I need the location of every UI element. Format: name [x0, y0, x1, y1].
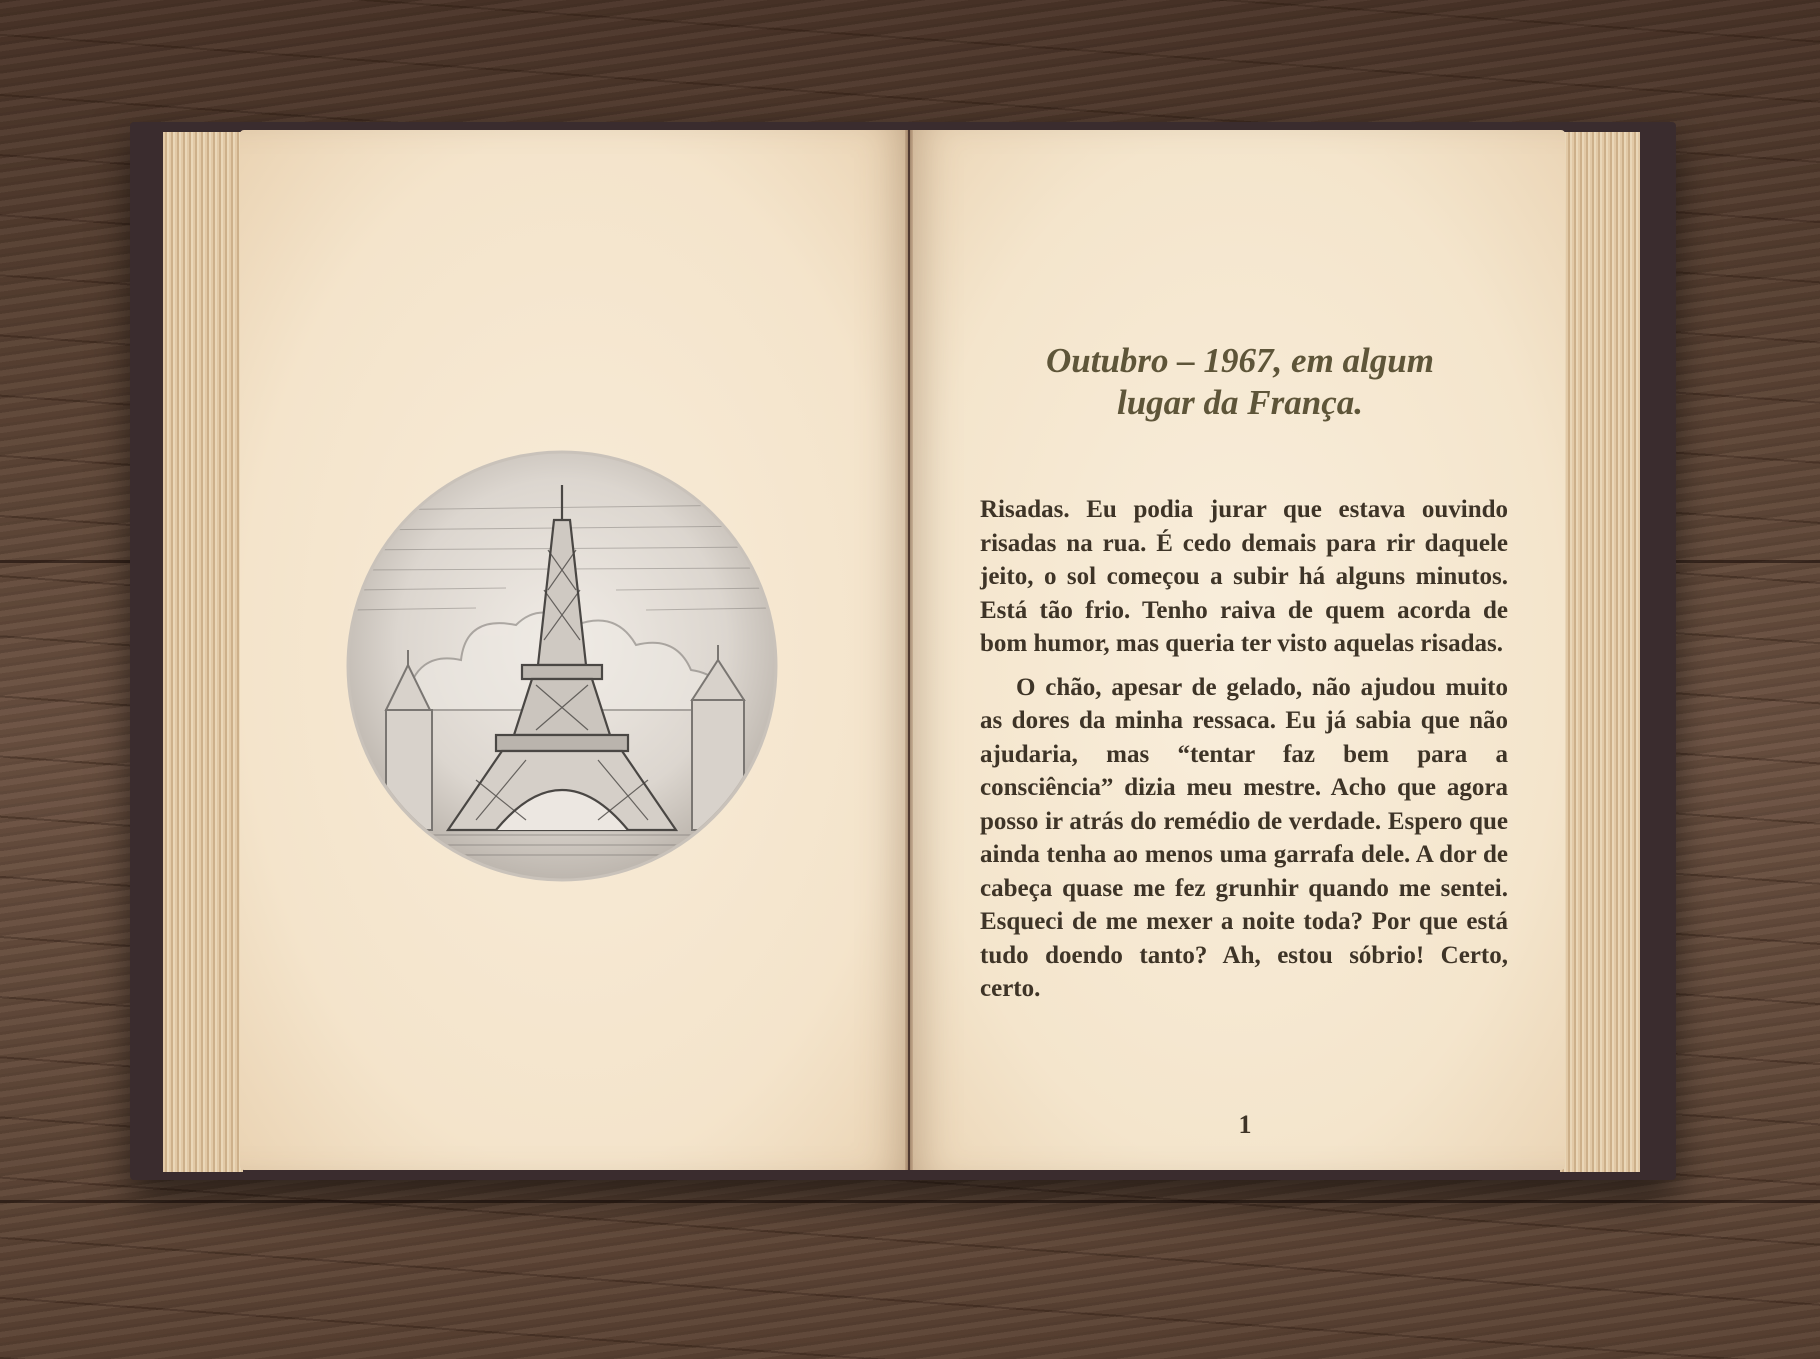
book-gutter — [905, 130, 913, 1170]
paragraph-2: O chão, apesar de gelado, não ajudou muito as dores da minha ressaca. Eu já sabia que não ajudaria, mas “tentar faz bem para a consciência” dizia meu mestre. Acho que agora posso ir atrás do remédio de verdade. Espero que ainda tenha ao menos uma garrafa dele. A dor de cabeça quase me fez grunhir quando me sentei. Esqueci de me mexer a noite toda? Por que está tudo doendo tanto? Ah, estou sóbrio! Certo, certo. — [980, 673, 1508, 1002]
body-text — [980, 493, 1508, 1016]
page-number: 1 — [1238, 1110, 1252, 1139]
chapter-title — [960, 340, 1520, 424]
chapter-title-line-1: Outubro – 1967, em algum — [1046, 341, 1434, 380]
wood-plank-seam — [0, 1200, 1820, 1203]
eiffel-tower-illustration — [346, 450, 778, 882]
paragraph-1: Risadas. Eu podia jurar que estava ouvindo risadas na rua. É cedo demais para rir daquele jeito, o sol começou a subir há alguns minutos. Está tão frio. Tenho raiva de quem acorda de bom humor, mas queria ter visto aquelas risadas. — [980, 496, 1508, 657]
page-edges-left — [163, 132, 243, 1172]
chapter-title-line-2: lugar da França. — [1116, 383, 1364, 422]
page-edges-right — [1560, 132, 1640, 1172]
